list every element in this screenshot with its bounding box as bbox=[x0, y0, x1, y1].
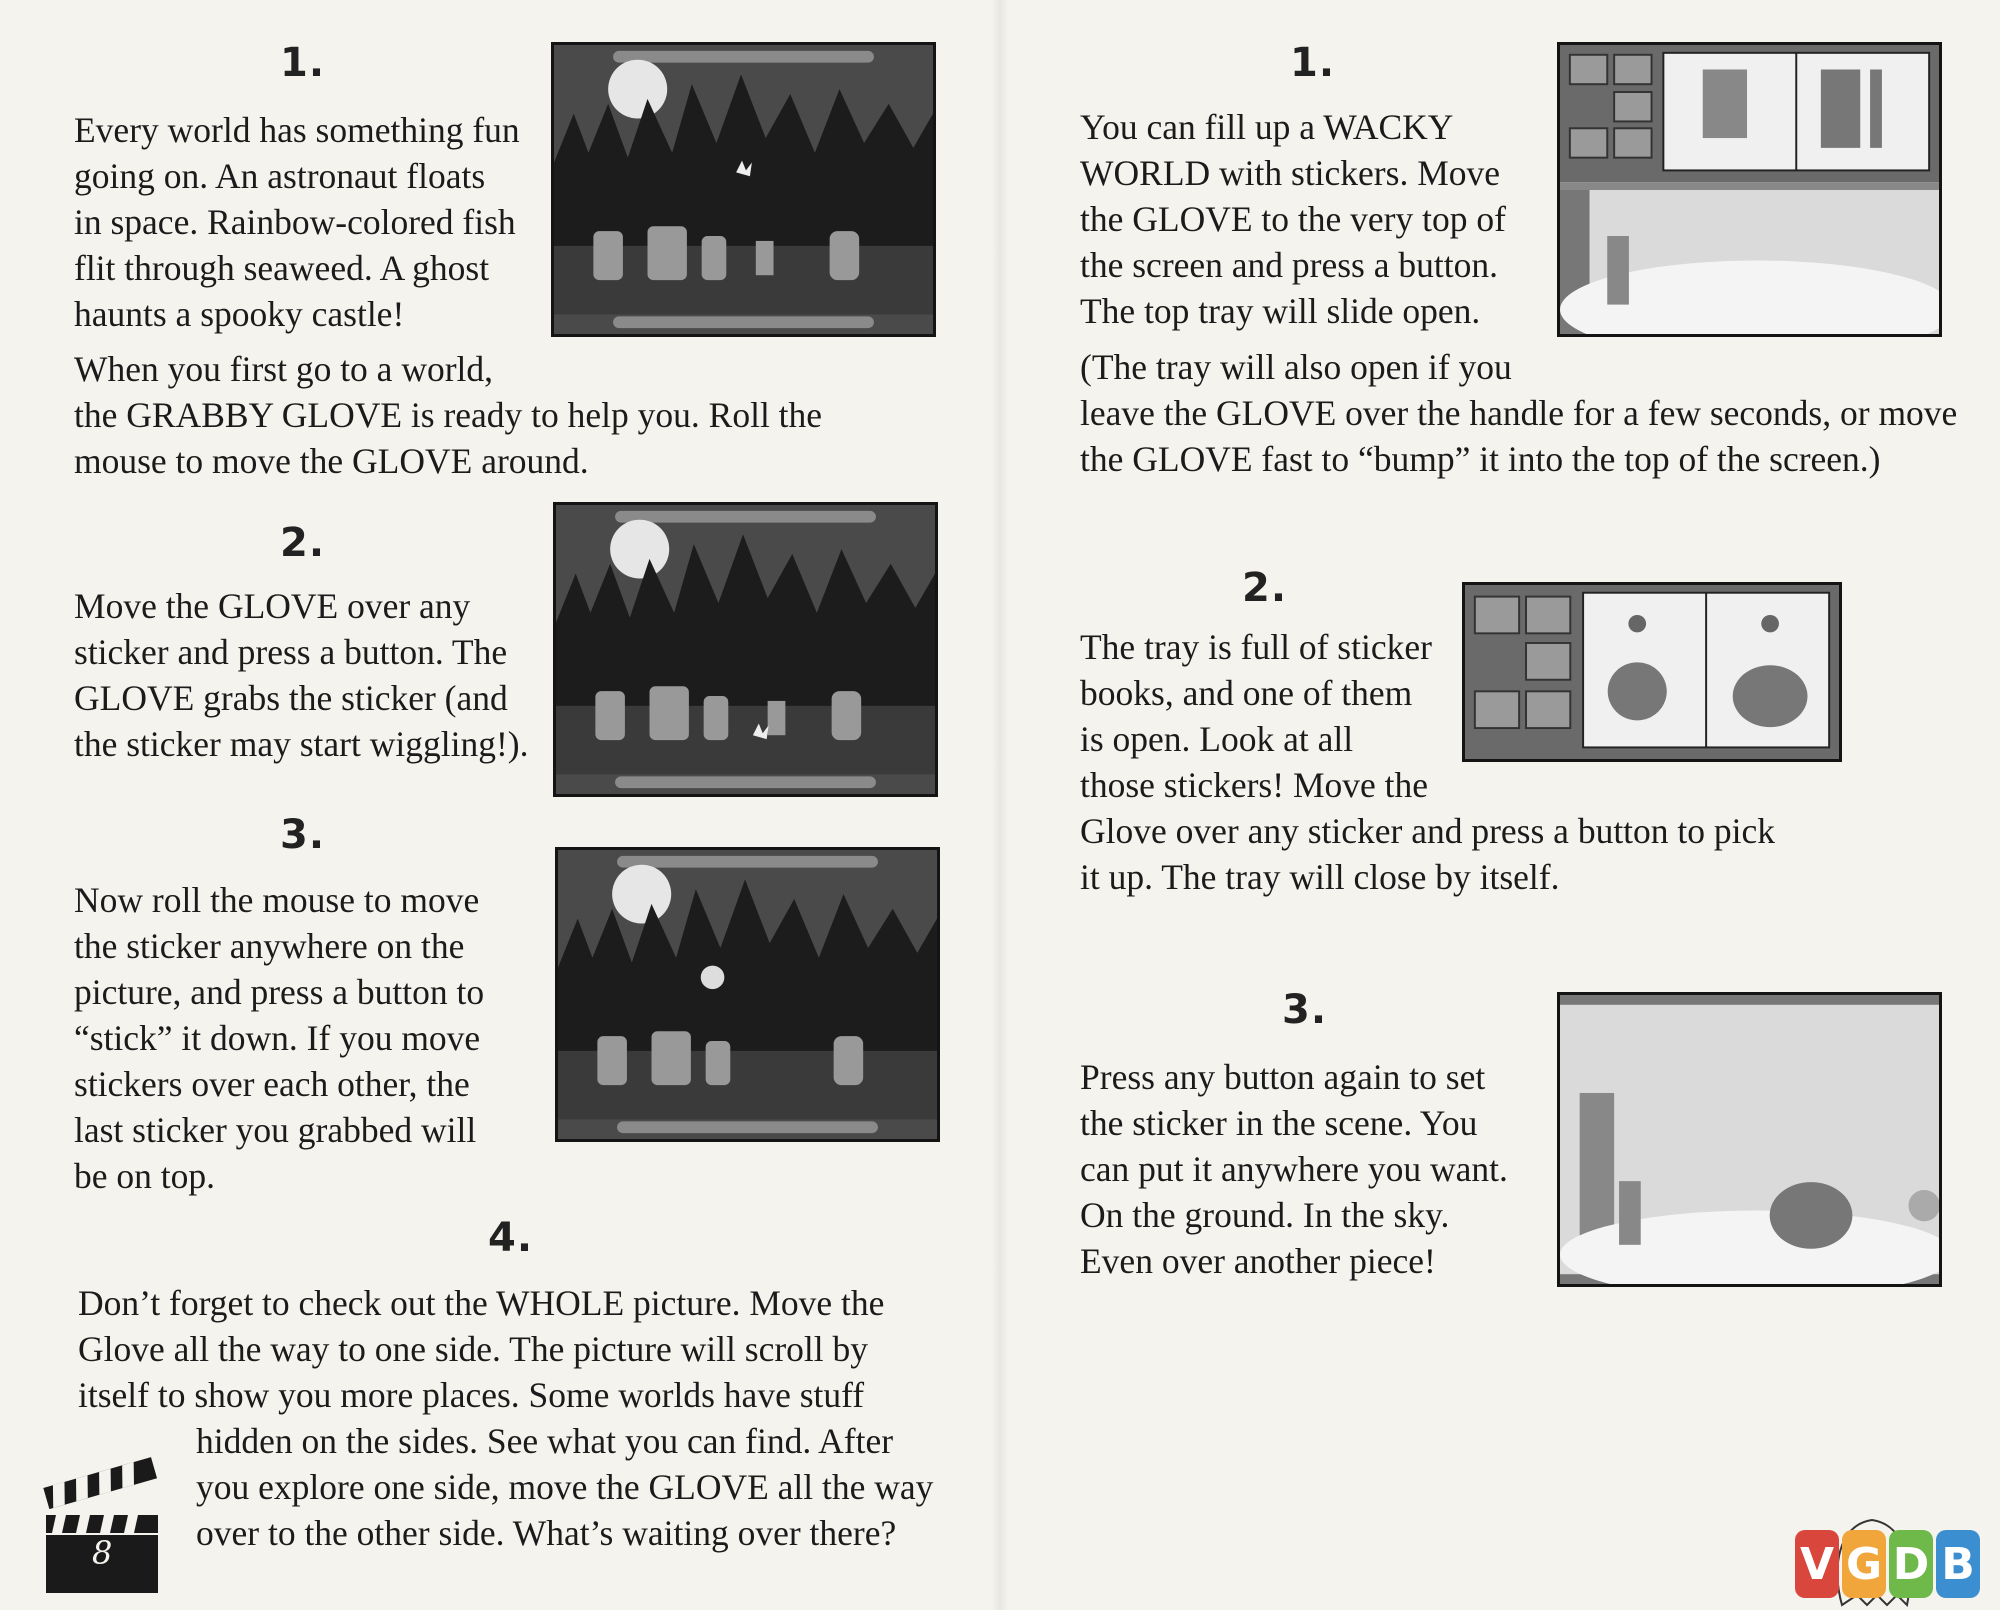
spooky-world-screenshot-1 bbox=[551, 42, 936, 337]
text-line: Every world has something fun bbox=[74, 110, 520, 150]
step-3-text bbox=[74, 877, 484, 1199]
text-line: flit through seaweed. A ghost bbox=[74, 248, 490, 288]
step-2-text bbox=[74, 583, 528, 767]
text-line: haunts a spooky castle! bbox=[74, 294, 405, 334]
text-line: leave the GLOVE over the handle for a few seconds, or move bbox=[1080, 393, 1958, 433]
text-line: picture, and press a button to bbox=[74, 972, 485, 1012]
step-4-number: 4. bbox=[488, 1215, 534, 1261]
text-line: going on. An astronaut floats bbox=[74, 156, 486, 196]
text-line: the GLOVE fast to “bump” it into the top of the screen.) bbox=[1080, 439, 1881, 479]
tray-open-screenshot bbox=[1557, 42, 1942, 337]
spooky-scene-image bbox=[556, 505, 935, 794]
spooky-scene-image bbox=[558, 850, 937, 1139]
text-line: it up. The tray will close by itself. bbox=[1080, 857, 1560, 897]
spooky-world-screenshot-2 bbox=[553, 502, 938, 797]
text-line: over to the other side. What’s waiting over there? bbox=[196, 1513, 897, 1553]
watermark-logo bbox=[1795, 1530, 1980, 1598]
step-4-text-continued bbox=[196, 1418, 933, 1556]
watermark-letter: G bbox=[1842, 1530, 1886, 1598]
text-line: in space. Rainbow-colored fish bbox=[74, 202, 516, 242]
text-line: sticker and press a button. The bbox=[74, 632, 508, 672]
sticker-book-screenshot bbox=[1462, 582, 1842, 762]
text-line: Glove all the way to one side. The picture will scroll by bbox=[78, 1329, 869, 1369]
text-line: those stickers! Move the bbox=[1080, 765, 1429, 805]
text-line: Now roll the mouse to move bbox=[74, 880, 480, 920]
text-line: you explore one side, move the GLOVE all the way bbox=[196, 1467, 934, 1507]
step-1-text-continued bbox=[1080, 344, 1957, 482]
text-line: is open. Look at all bbox=[1080, 719, 1354, 759]
text-line: books, and one of them bbox=[1080, 673, 1413, 713]
step-3-number: 3. bbox=[1282, 987, 1328, 1033]
page-number: 8 bbox=[92, 1534, 113, 1572]
step-2-number: 2. bbox=[1242, 565, 1288, 611]
sticker-book-image bbox=[1465, 585, 1839, 759]
text-line: Move the GLOVE over any bbox=[74, 586, 471, 626]
text-line: WORLD with stickers. Move bbox=[1080, 153, 1501, 193]
text-line: stickers over each other, the bbox=[74, 1064, 470, 1104]
text-line: The top tray will slide open. bbox=[1080, 291, 1481, 331]
watermark-letter: B bbox=[1936, 1530, 1980, 1598]
text-line: Glove over any sticker and press a button to pick bbox=[1080, 811, 1776, 851]
text-line: the GLOVE to the very top of bbox=[1080, 199, 1506, 239]
text-line: (The tray will also open if you bbox=[1080, 347, 1512, 387]
text-line: the sticker in the scene. You bbox=[1080, 1103, 1478, 1143]
sticker-placed-screenshot bbox=[1557, 992, 1942, 1287]
text-line: the sticker anywhere on the bbox=[74, 926, 465, 966]
watermark-letter: D bbox=[1889, 1530, 1933, 1598]
text-line: be on top. bbox=[74, 1156, 215, 1196]
step-1-number: 1. bbox=[280, 40, 326, 86]
text-line: Don’t forget to check out the WHOLE picture. Move the bbox=[78, 1283, 885, 1323]
text-line: the GRABBY GLOVE is ready to help you. Roll the bbox=[74, 395, 823, 435]
text-line: On the ground. In the sky. bbox=[1080, 1195, 1450, 1235]
clapperboard-icon bbox=[42, 1455, 162, 1595]
text-line: hidden on the sides. See what you can find. After bbox=[196, 1421, 894, 1461]
spooky-world-screenshot-3 bbox=[555, 847, 940, 1142]
right-page bbox=[1000, 0, 2000, 1610]
watermark-letter: V bbox=[1795, 1530, 1839, 1598]
step-2-number: 2. bbox=[280, 520, 326, 566]
step-3-number: 3. bbox=[280, 812, 326, 858]
text-line: You can fill up a WACKY bbox=[1080, 107, 1454, 147]
step-1-text bbox=[74, 107, 520, 337]
text-line: itself to show you more places. Some worlds have stuff bbox=[78, 1375, 865, 1415]
step-1-text-continued bbox=[74, 346, 822, 484]
placed-sticker-scene-image bbox=[1560, 995, 1939, 1284]
step-3-text bbox=[1080, 1054, 1508, 1284]
text-line: GLOVE grabs the sticker (and bbox=[74, 678, 508, 718]
text-line: When you first go to a world, bbox=[74, 349, 494, 389]
text-line: last sticker you grabbed will bbox=[74, 1110, 477, 1150]
spooky-scene-image bbox=[554, 45, 933, 334]
step-1-number: 1. bbox=[1290, 40, 1336, 86]
step-1-text bbox=[1080, 104, 1506, 334]
text-line: can put it anywhere you want. bbox=[1080, 1149, 1508, 1189]
text-line: mouse to move the GLOVE around. bbox=[74, 441, 589, 481]
text-line: Press any button again to set bbox=[1080, 1057, 1486, 1097]
step-2-text-continued bbox=[1080, 808, 1775, 900]
step-2-text bbox=[1080, 624, 1432, 808]
text-line: the sticker may start wiggling!). bbox=[74, 724, 529, 764]
text-line: The tray is full of sticker bbox=[1080, 627, 1432, 667]
text-line: the screen and press a button. bbox=[1080, 245, 1498, 285]
text-line: “stick” it down. If you move bbox=[74, 1018, 481, 1058]
text-line: Even over another piece! bbox=[1080, 1241, 1436, 1281]
tray-scene-image bbox=[1560, 45, 1939, 334]
step-4-text bbox=[78, 1280, 884, 1418]
